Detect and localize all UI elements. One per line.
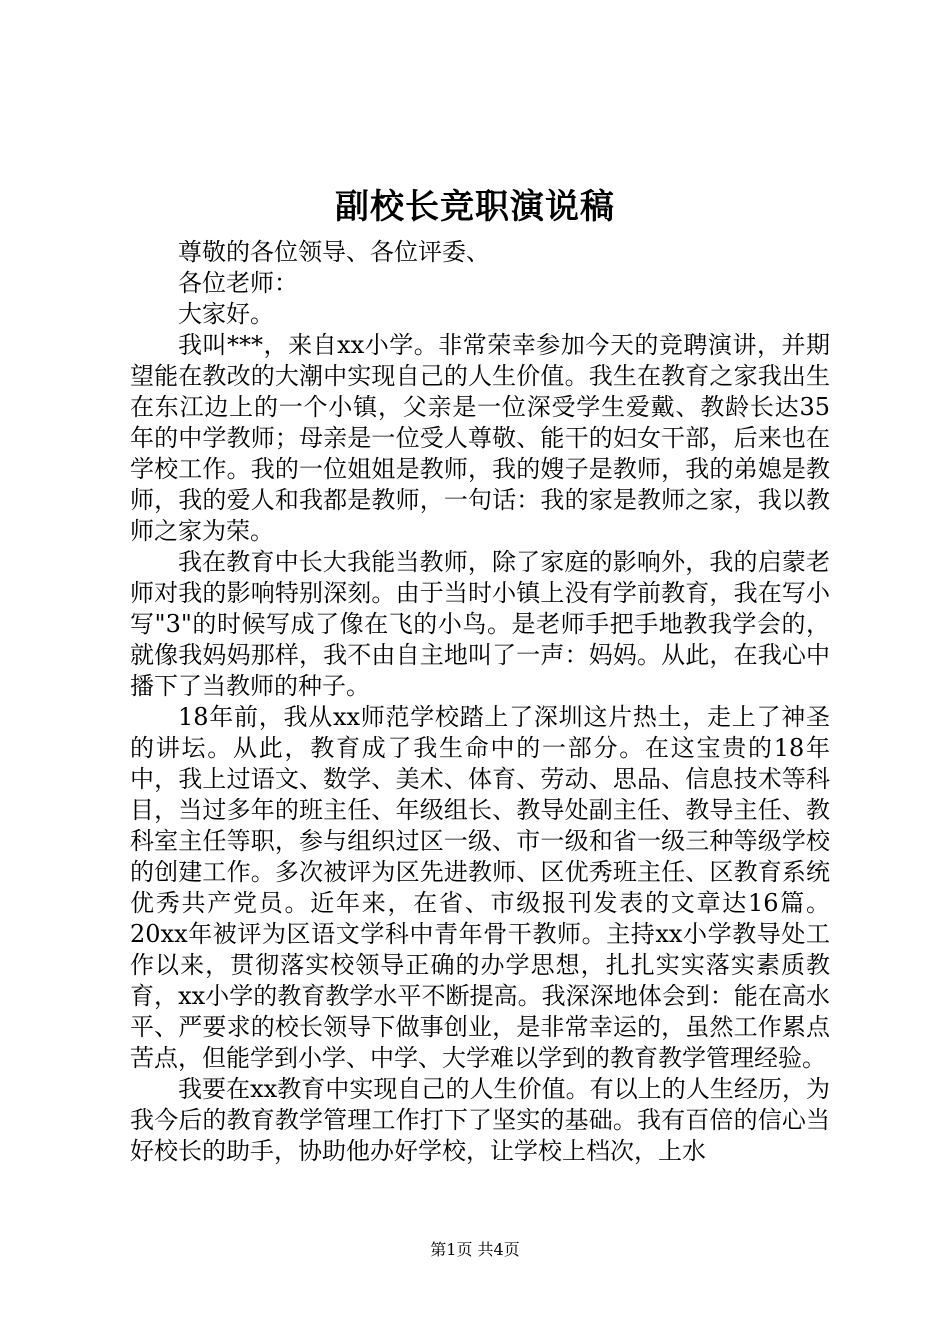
page-footer: 第1页 共4页 (430, 1240, 520, 1259)
salutation-line-2: 各位老师： (178, 269, 298, 297)
paragraph-childhood: 我在教育中长大我能当教师，除了家庭的影响外，我的启蒙老师对我的影响特别深刻。由于当时小镇上没有学前教育，我在写小写"3"的时候写成了像在飞的小鸟。是老师手把手地教我学会的，就像我妈妈那样，我不由自主地叫了一声：妈妈。从此，在我心中播下了当教师的种子。 (130, 548, 830, 700)
paragraph-career: 18年前，我从xx师范学校踏上了深圳这片热土，走上了神圣的讲坛。从此，教育成了我生命中的一部分。在这宝贵的18年中，我上过语文、数学、美术、体育、劳动、思品、信息技术等科目，当过多年的班主任、年级组长、教导处副主任、教导主任、教科室主任等职，参与组织过区一级、市一级和省一级三种等级学校的创建工作。多次被评为区先进教师、区优秀班主任、区教育系统优秀共产党员。近年来，在省、市级报刊发表的文章达16篇。20xx年被评为区语文学科中青年骨干教师。主持xx小学教导处工作以来，贯彻落实校领导正确的办学思想，扎扎实实落实素质教育，xx小学的教育教学水平不断提高。我深深地体会到：能在高水平、严要求的校长领导下做事创业，是非常幸运的，虽然工作累点苦点，但能学到小学、中学、大学难以学到的教育教学管理经验。 (130, 703, 830, 1072)
greeting-line: 大家好。 (178, 300, 274, 328)
salutation-line-1: 尊敬的各位领导、各位评委、 (178, 238, 490, 266)
document-title: 副校长竞职演说稿 (335, 187, 615, 227)
paragraph-introduction: 我叫***，来自xx小学。非常荣幸参加今天的竞聘演讲，并期望能在教改的大潮中实现自己的人生价值。我生在教育之家我出生在东江边上的一个小镇，父亲是一位深受学生爱戴、教龄长达35年的中学教师；母亲是一位受人尊敬、能干的妇女干部，后来也在学校工作。我的一位姐姐是教师，我的嫂子是教师，我的弟媳是教师，我的爱人和我都是教师，一句话：我的家是教师之家，我以教师之家为荣。 (130, 331, 830, 545)
document-body (130, 237, 830, 1167)
paragraph-goals: 我要在xx教育中实现自己的人生价值。有以上的人生经历，为我今后的教育教学管理工作打下了坚实的基础。我有百倍的信心当好校长的助手，协助他办好学校，让学校上档次，上水 (130, 1075, 830, 1165)
